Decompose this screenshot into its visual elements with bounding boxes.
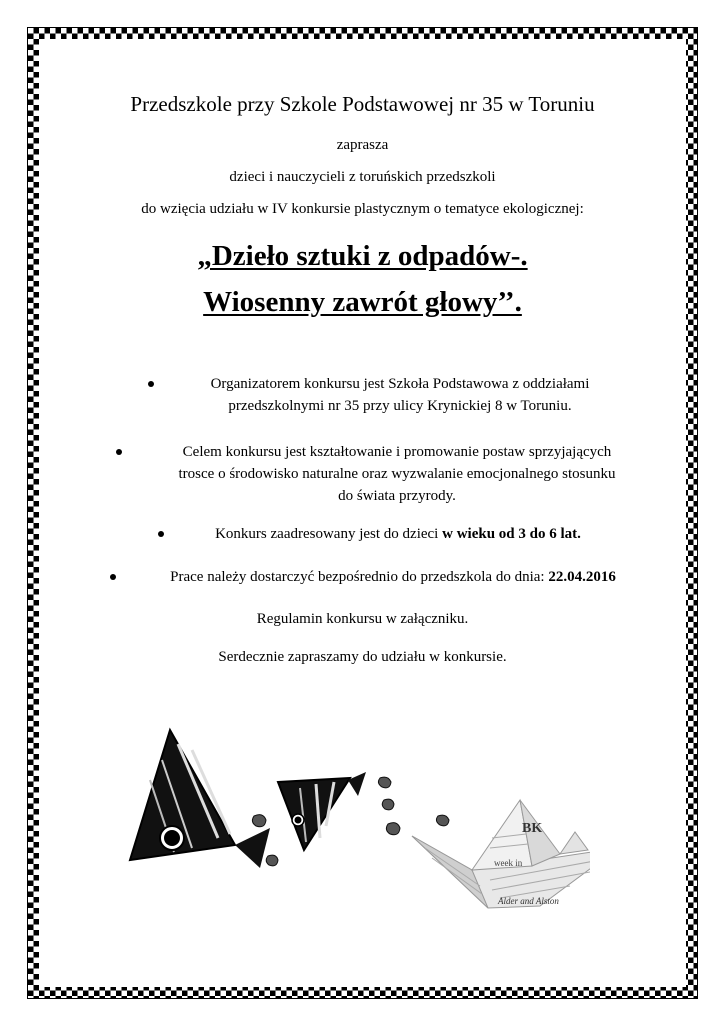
bullet-dot-icon: [158, 531, 164, 537]
boat-print-2: week in: [494, 858, 523, 868]
boat-print-1: BK: [522, 821, 543, 836]
age-prefix: Konkurs zaadresowany jest do dzieci: [215, 526, 443, 542]
bullet-goal: [138, 441, 656, 507]
school-name: Przedszkole przy Szkole Podstawowej nr 35 w Toruniu: [130, 92, 595, 116]
rules-note: Regulamin konkursu w załączniku.: [256, 611, 469, 627]
contest-title-line2: Wiosenny zawrót głowy’’.: [203, 286, 522, 318]
closing-invitation: Serdecznie zapraszamy do udziału w konkursie.: [218, 649, 507, 665]
deadline-prefix: Prace należy dostarczyć bezpośrednio do przedszkola do dnia:: [170, 569, 549, 585]
deadline-date: 22.04.2016: [548, 569, 616, 585]
audience-text: dzieci i nauczycieli z toruńskich przedszkoli: [229, 169, 496, 185]
bullet-dot-icon: [116, 449, 122, 455]
contest-title-line1: „Dzieło sztuki z odpadów-.: [197, 240, 528, 272]
invites-text: zaprasza: [336, 137, 389, 153]
poster-content: [40, 40, 685, 986]
bullet-deadline: [132, 566, 654, 588]
boat-print-3: Alder and Alston: [498, 896, 559, 906]
organizer-line1: Organizatorem konkursu jest Szkoła Podstawowa z oddziałami: [210, 376, 590, 392]
organizer-line2: przedszkolnymi nr 35 przy ulicy Krynickiej 8 w Toruniu.: [228, 398, 572, 414]
bullet-organizer: [170, 373, 630, 417]
purpose-text: do wzięcia udziału w IV konkursie plastycznym o tematyce ekologicznej:: [141, 201, 584, 217]
goal-line3: do świata przyrody.: [338, 488, 456, 504]
bullet-dot-icon: [148, 381, 154, 387]
illustration-fish-and-boat: [120, 720, 590, 920]
small-fish-icon: [278, 772, 366, 850]
big-fish-icon: [130, 730, 270, 868]
age-range: w wieku od 3 do 6 lat.: [442, 526, 581, 542]
goal-line2: trosce o środowisko naturalne oraz wyzwalanie emocjonalnego stosunku: [178, 466, 616, 482]
goal-line1: Celem konkursu jest kształtowanie i promowanie postaw sprzyjających: [182, 444, 612, 460]
bullet-age: [178, 523, 618, 545]
bullet-dot-icon: [110, 574, 116, 580]
